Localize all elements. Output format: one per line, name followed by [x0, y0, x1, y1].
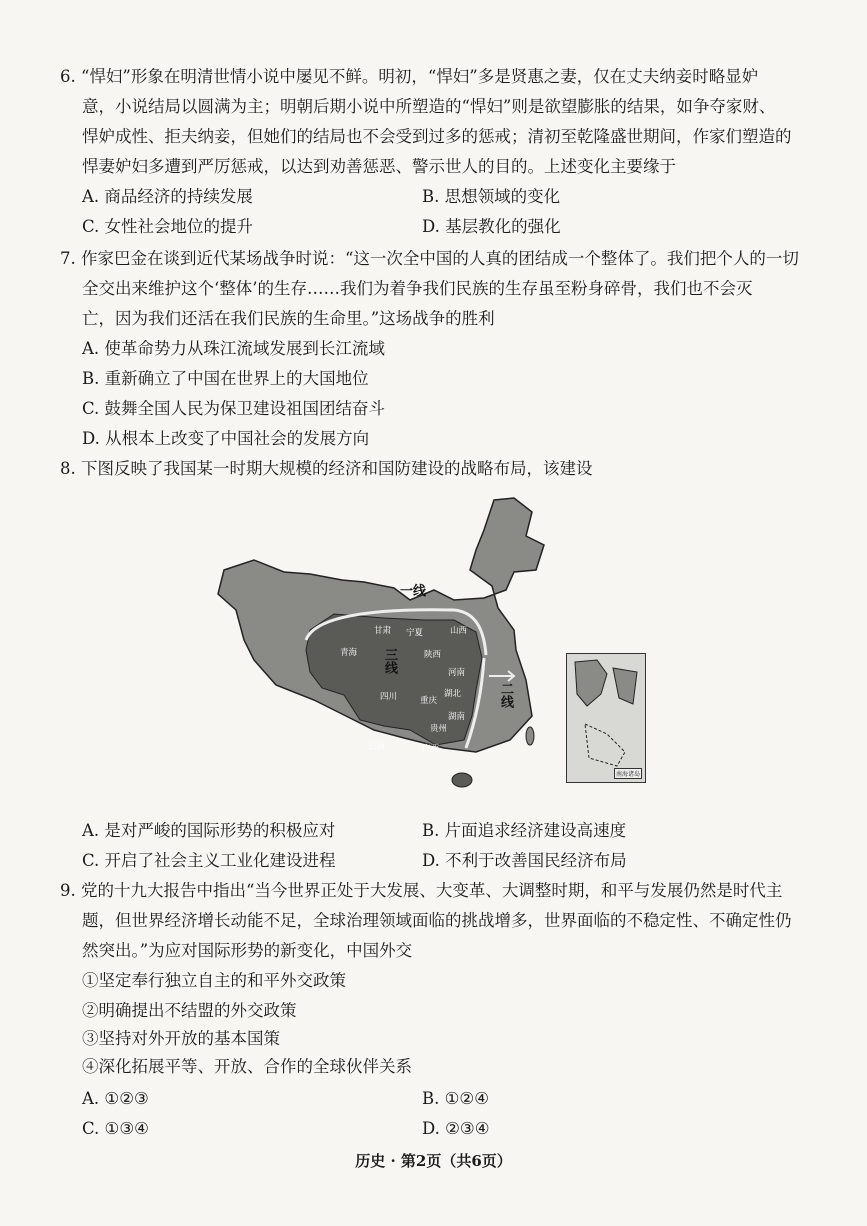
- option-b[interactable]: B. ①②④: [422, 1089, 489, 1108]
- line3-label: 三线: [382, 648, 397, 674]
- inset-graphic: [567, 654, 645, 782]
- province-label: 宁夏: [406, 628, 424, 638]
- question-7-options: [82, 334, 822, 454]
- question-9-line: 然突出。”为应对国际形势的新变化，中国外交: [82, 941, 413, 960]
- question-9: [60, 876, 820, 966]
- option-a[interactable]: A. 是对严峻的国际形势的积极应对: [82, 821, 336, 840]
- question-6-line: 6. “悍妇”形象在明清世情小说中屡见不鲜。明初，“悍妇”多是贤惠之妻，仅在丈夫纳妾时略显妒: [60, 67, 759, 86]
- question-7-line: 7. 作家巴金在谈到近代某场战争时说：“这一次全中国的人真的团结成一个整体了。我们把个人的一切: [60, 249, 799, 268]
- statement-3: ③坚持对外开放的基本国策: [82, 1029, 280, 1048]
- option-c[interactable]: C. ①③④: [82, 1119, 149, 1138]
- question-8-line: 8. 下图反映了我国某一时期大规模的经济和国防建设的战略布局，该建设: [60, 459, 593, 478]
- option-d[interactable]: D. ②③④: [422, 1119, 490, 1138]
- province-label: 四川: [380, 692, 398, 702]
- question-7-line: 亡，因为我们还活在我们民族的生命里。”这场战争的胜利: [82, 309, 495, 328]
- question-6-line: 悍妻妒妇多遭到严厉惩戒，以达到劝善惩恶、警示世人的目的。上述变化主要缘于: [82, 157, 676, 176]
- option-b[interactable]: B. 重新确立了中国在世界上的大国地位: [82, 369, 369, 388]
- question-9-options: [82, 1084, 822, 1144]
- province-label: 云南: [368, 742, 386, 752]
- south-china-sea-inset: [566, 653, 646, 783]
- option-b[interactable]: B. 片面追求经济建设高速度: [422, 821, 627, 840]
- option-c[interactable]: C. 女性社会地位的提升: [82, 217, 254, 236]
- question-6: [60, 62, 820, 182]
- line1-label: 一线: [400, 584, 427, 599]
- question-6-line: 悍妒成性、拒夫纳妾，但她们的结局也不会受到过多的惩戒；清初至乾隆盛世期间，作家们塑造的: [82, 127, 792, 146]
- taiwan-island: [526, 727, 534, 745]
- question-9-line: 9. 党的十九大报告中指出“当今世界正处于大发展、大变革、大调整时期，和平与发展仍然是时代主: [60, 881, 783, 900]
- province-label: 陕西: [424, 650, 442, 660]
- option-a[interactable]: A. 商品经济的持续发展: [82, 187, 253, 206]
- province-label: 山西: [450, 626, 468, 636]
- hainan-island: [452, 773, 472, 787]
- option-d[interactable]: D. 从根本上改变了中国社会的发展方向: [82, 429, 370, 448]
- option-a[interactable]: A. 使革命势力从珠江流域发展到长江流域: [82, 339, 385, 358]
- province-label: 甘肃: [374, 626, 392, 636]
- province-label: 湖北: [444, 689, 462, 699]
- province-label: 青海: [340, 648, 358, 658]
- option-b[interactable]: B. 思想领域的变化: [422, 187, 561, 206]
- question-8-options: [82, 816, 822, 876]
- province-label: 重庆: [420, 696, 438, 706]
- question-7-line: 全交出来维护这个‘整体’的生存……我们为着争我们民族的生存虽至粉身碎骨，我们也不会灭: [82, 279, 753, 298]
- question-6-line: 意，小说结局以圆满为主；明朝后期小说中所塑造的“悍妇”则是欲望膨胀的结果，如争夺家财、: [82, 97, 776, 116]
- province-label: 广西: [422, 744, 440, 754]
- question-7: [60, 244, 820, 334]
- option-c[interactable]: C. 开启了社会主义工业化建设进程: [82, 851, 336, 870]
- province-label: 河南: [448, 668, 466, 678]
- province-label: 湖南: [448, 712, 466, 722]
- province-label: 贵州: [430, 724, 448, 734]
- statement-1: ①坚定奉行独立自主的和平外交政策: [82, 971, 346, 990]
- page-footer: 历史 · 第2页（共6页）: [355, 1152, 512, 1170]
- option-c[interactable]: C. 鼓舞全国人民为保卫建设祖国团结奋斗: [82, 399, 386, 418]
- inset-label: 南海诸岛: [614, 768, 642, 779]
- option-d[interactable]: D. 基层教化的强化: [422, 217, 561, 236]
- option-d[interactable]: D. 不利于改善国民经济布局: [422, 851, 627, 870]
- question-6-options: [82, 182, 822, 242]
- question-8: [60, 454, 820, 484]
- question-9-line: 题，但世界经济增长动能不足，全球治理领域面临的挑战增多，世界面临的不稳定性、不确定性仍: [82, 911, 792, 930]
- line2-label: 二线: [498, 682, 513, 708]
- statement-4: ④深化拓展平等、开放、合作的全球伙伴关系: [82, 1057, 412, 1076]
- statement-2: ②明确提出不结盟的外交政策: [82, 1001, 297, 1020]
- option-a[interactable]: A. ①②③: [82, 1089, 149, 1108]
